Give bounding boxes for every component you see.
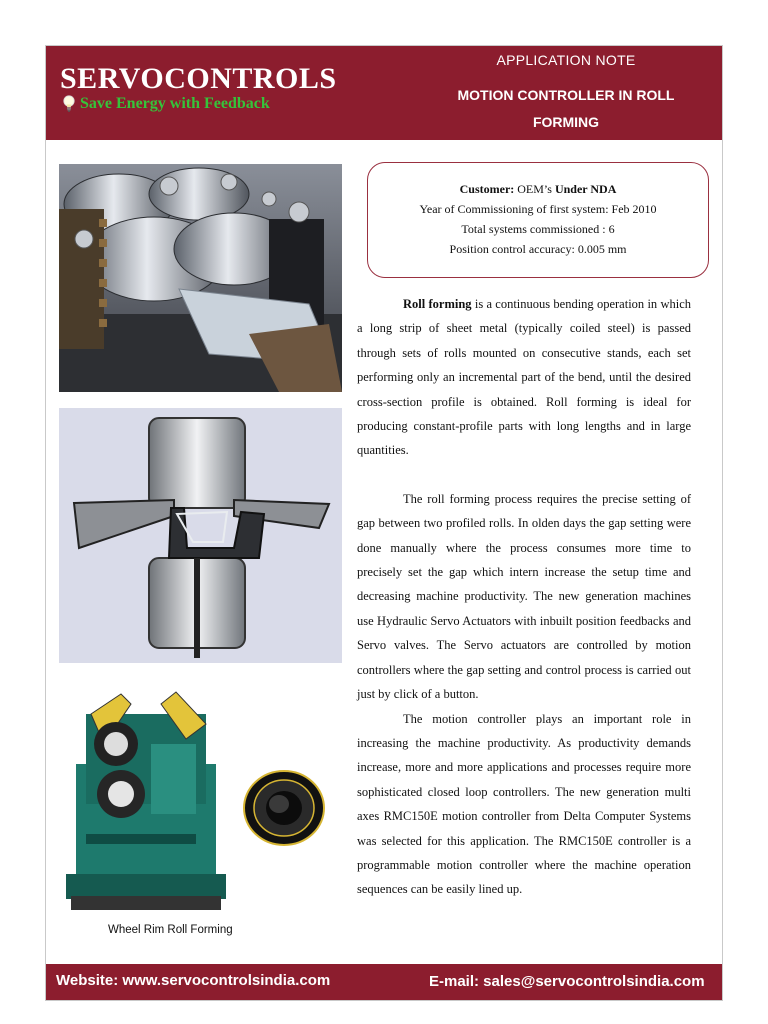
paragraph-roll-forming (357, 292, 691, 463)
position-accuracy: Position control accuracy: 0.005 mm (449, 242, 627, 256)
email-link[interactable]: E-mail: sales@servocontrolsindia.com (429, 973, 705, 990)
tagline-text: Save Energy with Feedback (80, 95, 270, 112)
roll-gap-diagram-image (59, 408, 342, 663)
application-note-page (45, 45, 723, 1001)
tagline (62, 95, 270, 113)
header-banner (46, 46, 722, 140)
article-body (357, 292, 691, 902)
commissioning-year: Year of Commissioning of first system: Feb 2010 (419, 202, 657, 216)
paragraph-gap-setting: The roll forming process requires the precise setting of gap between two profiled rolls. In olden days the gap setting were done manually where the process consumes more time to precisely set the gap which intern increase the setup time and decreasing machine productivity. The new generation machines use Hydraulic Servo Actuators with inbuilt position feedbacks and Servo valves. The Servo actuators are controlled by motion controllers where the gap setting and control process is carried out just by click of a button. (357, 491, 691, 702)
paragraph-motion-controller: The motion controller plays an important role in increasing the machine productivity. As productivity demands increase, more and more applications and processes require more sophisticated closed loop controllers. The new generation multi axes RMC150E motion controller from Delta Computer Systems was selected for this application. The RMC150E controller is a programmable motion controller where the machine operation sequences can be easily lined up. (357, 711, 691, 897)
wheel-rim-machine-image (66, 684, 226, 914)
systems-commissioned: Total systems commissioned : 6 (461, 222, 615, 236)
application-note-label: APPLICATION NOTE (496, 52, 636, 68)
brand-name: SERVOCONTROLS (60, 62, 337, 95)
customer-prefix: OEM’s (517, 182, 552, 196)
lightbulb-icon (62, 95, 76, 113)
footer-banner (46, 964, 722, 1000)
title-line-1: MOTION CONTROLLER IN ROLL (457, 87, 675, 103)
customer-value: Under NDA (554, 182, 617, 196)
customer-line (368, 179, 708, 199)
document-title (396, 82, 736, 136)
wheel-rim-image (241, 768, 327, 848)
roll-forming-term: Roll forming (403, 297, 472, 311)
project-info-box (367, 162, 709, 278)
title-line-2: FORMING (532, 114, 600, 130)
paragraph-1-text: is a continuous bending operation in which a long strip of sheet metal (typically coiled steel) is passed through sets of rolls mounted on consecutive stands, each set performing only an incremental part of the bend, until the desired cross-section profile is obtained. Roll forming is ideal for producing constant-profile parts with long lengths and in large quantities. (357, 297, 691, 458)
customer-label: Customer: (459, 182, 515, 196)
image-caption: Wheel Rim Roll Forming (108, 924, 233, 936)
roll-forming-rollers-image (59, 164, 342, 392)
website-link[interactable]: Website: www.servocontrolsindia.com (56, 972, 331, 989)
